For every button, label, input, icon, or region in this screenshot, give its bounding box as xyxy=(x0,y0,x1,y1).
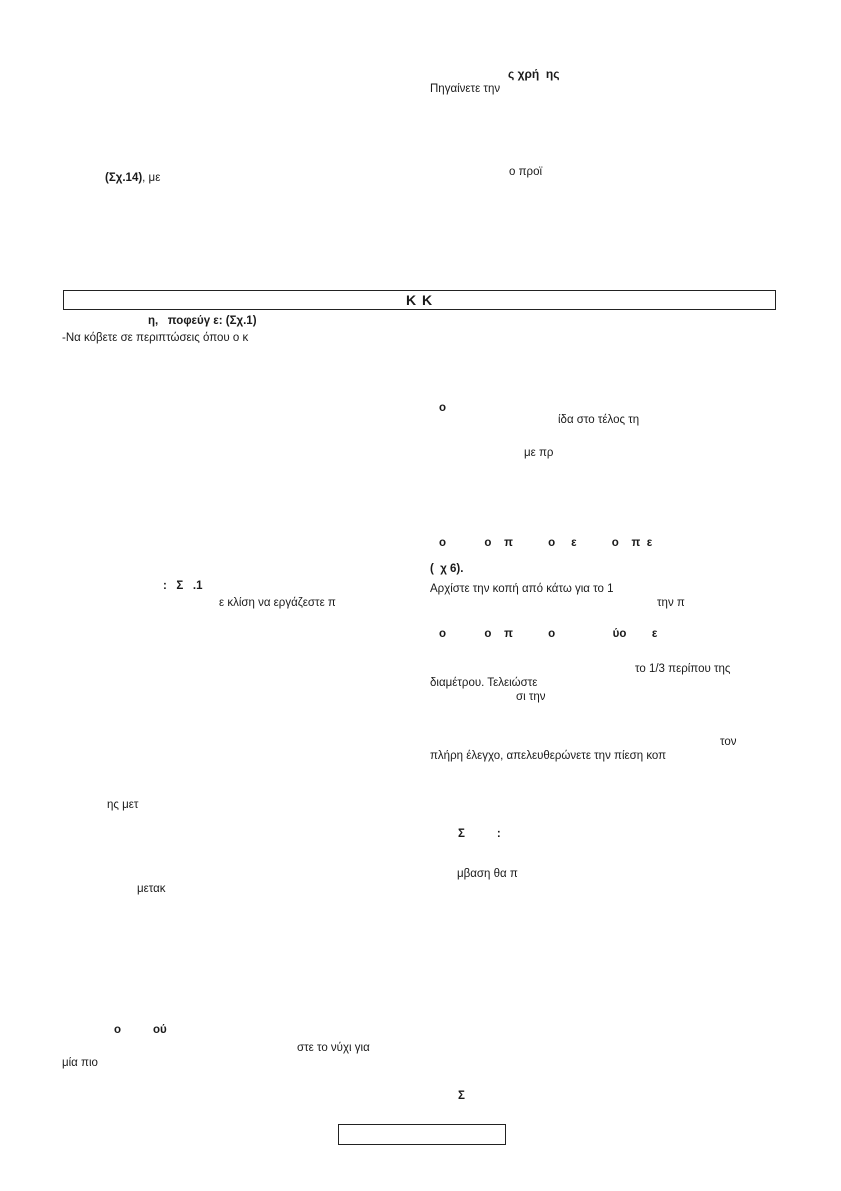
section-banner xyxy=(63,290,776,310)
right-para-7: σι την xyxy=(516,691,546,703)
right-heading-4: Σ : xyxy=(458,828,501,840)
right-para-1: ίδα στο τέλος τη xyxy=(558,414,640,426)
footer-page-box xyxy=(338,1124,506,1145)
left-line-6: μία πιο xyxy=(62,1057,98,1069)
right-para-9: πλήρη έλεγχο, απελευθερώνετε την πίεση κοπ xyxy=(430,750,667,762)
right-para-2: με πρ xyxy=(524,447,554,459)
left-subheading: η, ποφεύγ ε: (Σχ.1) xyxy=(148,315,257,327)
right-para-6: διαμέτρου. Τελειώστε xyxy=(430,677,538,689)
left-line-2: ε κλίση να εργάζεστε π xyxy=(219,597,336,609)
right-heading-1: ο xyxy=(439,402,447,414)
right-top-line1: Πηγαίνετε την xyxy=(430,83,501,95)
right-heading-2: ο ο π ο ε ο π ε xyxy=(439,537,653,549)
right-heading-2b: ( χ 6). xyxy=(430,563,464,575)
left-top-line xyxy=(105,172,160,185)
left-subheading-2: : Σ .1 xyxy=(163,580,203,592)
right-para-10: μβαση θα π xyxy=(457,868,518,880)
right-heading-5: Σ xyxy=(458,1090,465,1102)
left-line-3: ης μετ xyxy=(107,799,139,811)
right-para-5: το 1/3 περίπου της xyxy=(635,663,731,675)
right-heading-3: ο ο π ο ύο ε xyxy=(439,628,658,640)
right-para-8: τον xyxy=(720,736,737,748)
right-para-4: την π xyxy=(657,597,685,609)
right-para-3: Αρχίστε την κοπή από κάτω για το 1 xyxy=(430,583,614,595)
right-top-line2: ο προϊ xyxy=(509,166,543,178)
left-line-4: μετακ xyxy=(137,883,166,895)
figure-reference: (Σχ.14) xyxy=(105,172,143,184)
left-line-1: -Να κόβετε σε περιπτώσεις όπου ο κ xyxy=(62,332,249,344)
section-banner-title: Κ Κ xyxy=(405,292,434,308)
right-top-heading: ς χρή ης xyxy=(508,67,560,81)
left-line-5: στε το νύχι για xyxy=(297,1042,370,1054)
left-subheading-3: ο ού xyxy=(114,1024,167,1036)
figure-reference-tail: , με xyxy=(142,172,161,184)
